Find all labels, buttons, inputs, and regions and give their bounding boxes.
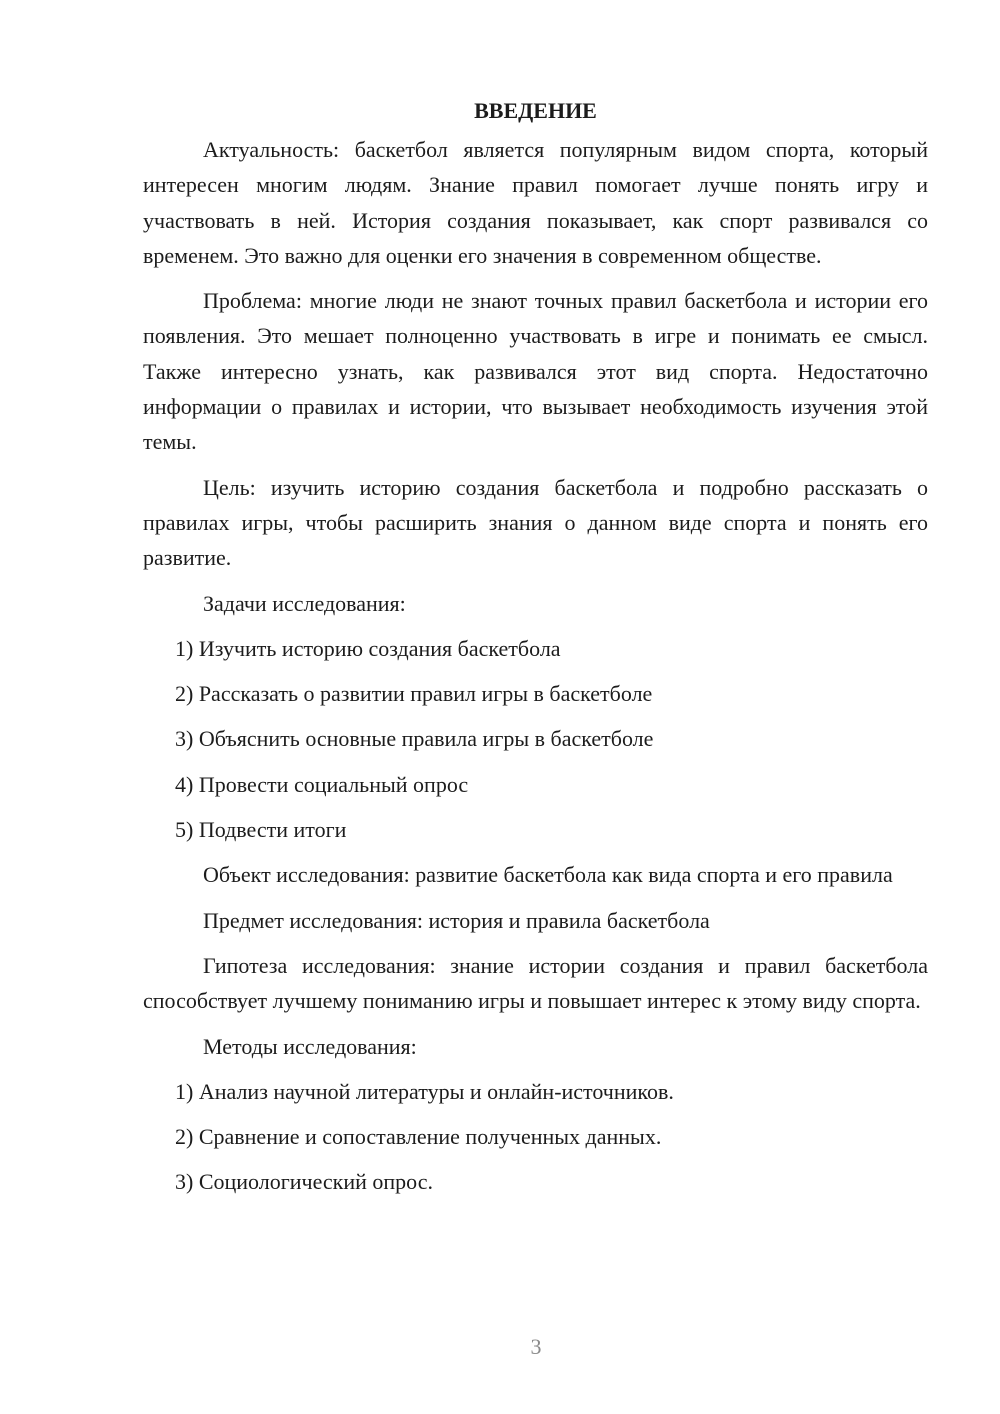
method-item: 1) Анализ научной литературы и онлайн-источников. <box>175 1078 674 1104</box>
section-title: ВВЕДЕНИЕ <box>474 98 597 123</box>
task-item: 5) Подвести итоги <box>175 817 347 843</box>
task-item: 2) Рассказать о развитии правил игры в баскетболе <box>175 681 653 707</box>
methods-heading: Методы исследования: <box>203 1033 417 1059</box>
tasks-heading: Задачи исследования: <box>203 590 406 616</box>
methods-list <box>143 1074 928 1200</box>
problem-paragraph: Проблема: многие люди не знают точных правил баскетбола и истории его появления. Это мешает полноценно участвовать в игре и понимать ее смысл. Также интересно узнать, как развивался этот вид спорта. Недостаточно информации о правилах и истории, что вызывает необходимость изучения этой темы. <box>143 288 928 455</box>
method-item: 3) Социологический опрос. <box>175 1169 433 1195</box>
task-item: 1) Изучить историю создания баскетбола <box>175 635 561 661</box>
tasks-list <box>143 631 928 847</box>
object-paragraph: Объект исследования: развитие баскетбола как вида спорта и его правила <box>203 862 893 888</box>
task-item: 3) Объяснить основные правила игры в баскетболе <box>175 726 654 752</box>
document-page <box>143 96 928 1210</box>
hypothesis-paragraph: Гипотеза исследования: знание истории создания и правил баскетбола способствует лучшему пониманию игры и повышает интерес к этому виду спорта. <box>143 952 928 1014</box>
task-item: 4) Провести социальный опрос <box>175 771 469 797</box>
relevance-paragraph: Актуальность: баскетбол является популярным видом спорта, который интересен многим людям. Знание правил помогает лучше понять игру и участвовать в ней. История создания показывает, как спорт развивался со временем. Это важно для оценки его значения в современном обществе. <box>143 137 928 268</box>
subject-paragraph: Предмет исследования: история и правила баскетбола <box>203 907 710 933</box>
goal-paragraph: Цель: изучить историю создания баскетбола и подробно рассказать о правилах игры, чтобы расширить знания о данном виде спорта и понять его развитие. <box>143 474 928 571</box>
page-number: 3 <box>530 1334 542 1359</box>
method-item: 2) Сравнение и сопоставление полученных данных. <box>175 1124 662 1150</box>
